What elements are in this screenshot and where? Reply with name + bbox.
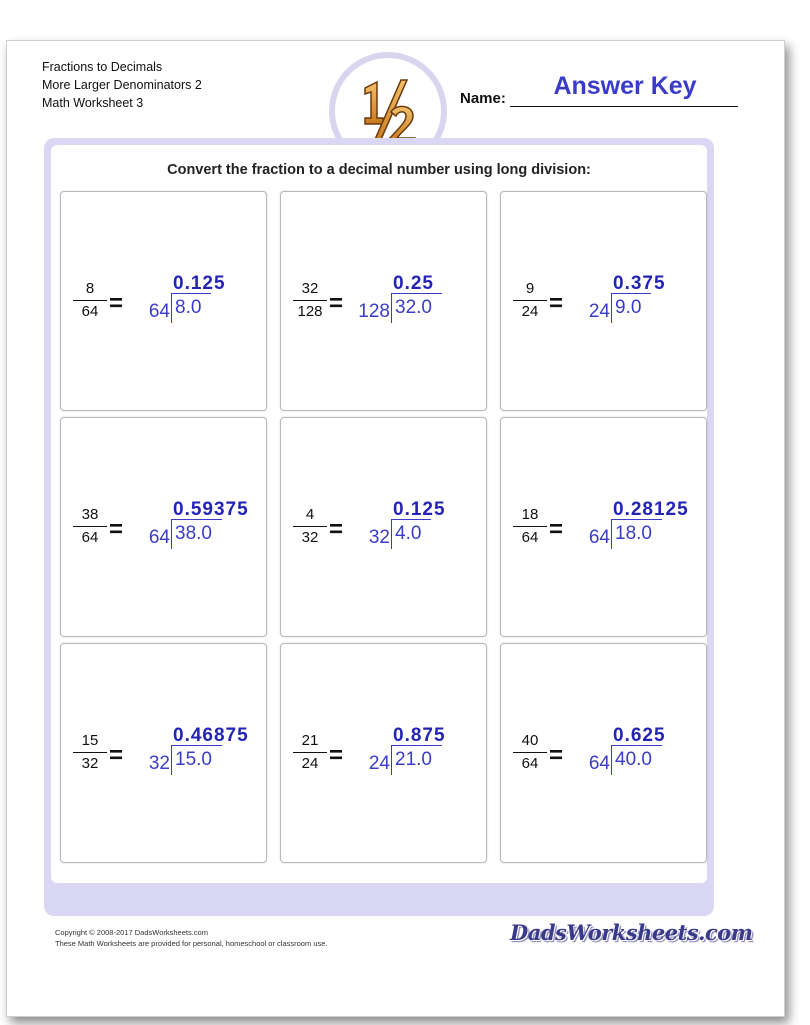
- problem-box: [500, 417, 707, 637]
- equals-sign: =: [329, 516, 344, 543]
- fraction-numerator: 38: [81, 506, 99, 523]
- fraction-bar: [73, 300, 107, 301]
- fraction-numerator: 32: [301, 280, 319, 297]
- fraction-denominator: 24: [521, 303, 539, 320]
- long-division-quotient: 0.46875: [173, 725, 249, 746]
- equals-sign: =: [549, 516, 564, 543]
- long-division-dividend: 4.0: [391, 519, 431, 549]
- long-division-dividend: 9.0: [611, 293, 651, 323]
- worksheet-header: [42, 58, 202, 112]
- equals-sign: =: [109, 742, 124, 769]
- long-division-divisor: 128: [358, 301, 390, 322]
- fraction: [513, 506, 547, 547]
- fraction-denominator: 64: [521, 529, 539, 546]
- dadsworksheets-logo: DadsWorksheets.com: [510, 920, 753, 945]
- header-worksheet-number: Math Worksheet 3: [42, 96, 144, 110]
- fraction-bar: [73, 752, 107, 753]
- fraction: [293, 732, 327, 773]
- problem-box: [500, 191, 707, 411]
- problem-box: [60, 417, 267, 637]
- equals-sign: =: [109, 516, 124, 543]
- equals-sign: =: [549, 742, 564, 769]
- long-division-dividend: 15.0: [171, 745, 222, 775]
- fraction-numerator: 4: [305, 506, 315, 523]
- long-division-divisor: 32: [148, 753, 170, 774]
- fraction-denominator: 24: [301, 755, 319, 772]
- long-division-quotient: 0.28125: [613, 499, 689, 520]
- header-subtitle: More Larger Denominators 2: [42, 78, 202, 92]
- fraction-numerator: 9: [525, 280, 535, 297]
- fraction-denominator: 32: [301, 529, 319, 546]
- long-division-quotient: 0.25: [393, 273, 434, 294]
- fraction: [73, 280, 107, 321]
- fraction: [513, 732, 547, 773]
- fraction-bar: [73, 526, 107, 527]
- long-division-divisor: 64: [588, 753, 610, 774]
- fraction-denominator: 64: [81, 529, 99, 546]
- long-division-quotient: 0.59375: [173, 499, 249, 520]
- problems-panel: [44, 138, 714, 916]
- fraction-numerator: 18: [521, 506, 539, 523]
- fraction: [73, 732, 107, 773]
- problems-panel-inner: [51, 145, 707, 883]
- long-division-quotient: 0.375: [613, 273, 666, 294]
- fraction-numerator: 21: [301, 732, 319, 749]
- fraction-numerator: 15: [81, 732, 99, 749]
- fraction-denominator: 32: [81, 755, 99, 772]
- long-division-quotient: 0.625: [613, 725, 666, 746]
- usage-note: These Math Worksheets are provided for personal, homeschool or classroom use.: [55, 939, 328, 948]
- long-division-quotient: 0.125: [173, 273, 226, 294]
- problem-box: [60, 191, 267, 411]
- long-division-divisor: 64: [148, 527, 170, 548]
- long-division-divisor: 64: [148, 301, 170, 322]
- fraction-bar: [513, 526, 547, 527]
- fraction: [293, 280, 327, 321]
- long-division-divisor: 64: [588, 527, 610, 548]
- copyright-text: Copyright © 2008-2017 DadsWorksheets.com: [55, 928, 208, 937]
- equals-sign: =: [109, 290, 124, 317]
- long-division-divisor: 24: [368, 753, 390, 774]
- fraction-denominator: 64: [521, 755, 539, 772]
- instructions: Convert the fraction to a decimal number using long division:: [167, 162, 591, 178]
- long-division-dividend: 38.0: [171, 519, 222, 549]
- name-line: [510, 106, 738, 107]
- long-division-divisor: 32: [368, 527, 390, 548]
- problem-box: [60, 643, 267, 863]
- fraction: [293, 506, 327, 547]
- problem-box: [280, 417, 487, 637]
- fraction: [513, 280, 547, 321]
- fraction: [73, 506, 107, 547]
- header-title: Fractions to Decimals: [42, 60, 163, 74]
- equals-sign: =: [549, 290, 564, 317]
- fraction-numerator: 8: [85, 280, 95, 297]
- fraction-denominator: 64: [81, 303, 99, 320]
- fraction-bar: [293, 752, 327, 753]
- answer-key-label: Answer Key: [553, 72, 697, 100]
- long-division-dividend: 18.0: [611, 519, 662, 549]
- long-division-quotient: 0.875: [393, 725, 446, 746]
- long-division-dividend: 40.0: [611, 745, 662, 775]
- long-division-dividend: 32.0: [391, 293, 442, 323]
- problem-box: [280, 191, 487, 411]
- fraction-bar: [293, 526, 327, 527]
- long-division-quotient: 0.125: [393, 499, 446, 520]
- long-division-dividend: 21.0: [391, 745, 442, 775]
- name-label: Name:: [460, 90, 506, 107]
- long-division-dividend: 8.0: [171, 293, 211, 323]
- footer-copyright: [55, 927, 328, 949]
- long-division-divisor: 24: [588, 301, 610, 322]
- fraction-numerator: 40: [521, 732, 539, 749]
- fraction-bar: [513, 752, 547, 753]
- problem-box: [500, 643, 707, 863]
- fraction-bar: [513, 300, 547, 301]
- fraction-bar: [293, 300, 327, 301]
- fraction-denominator: 128: [297, 303, 323, 320]
- equals-sign: =: [329, 742, 344, 769]
- problem-box: [280, 643, 487, 863]
- equals-sign: =: [329, 290, 344, 317]
